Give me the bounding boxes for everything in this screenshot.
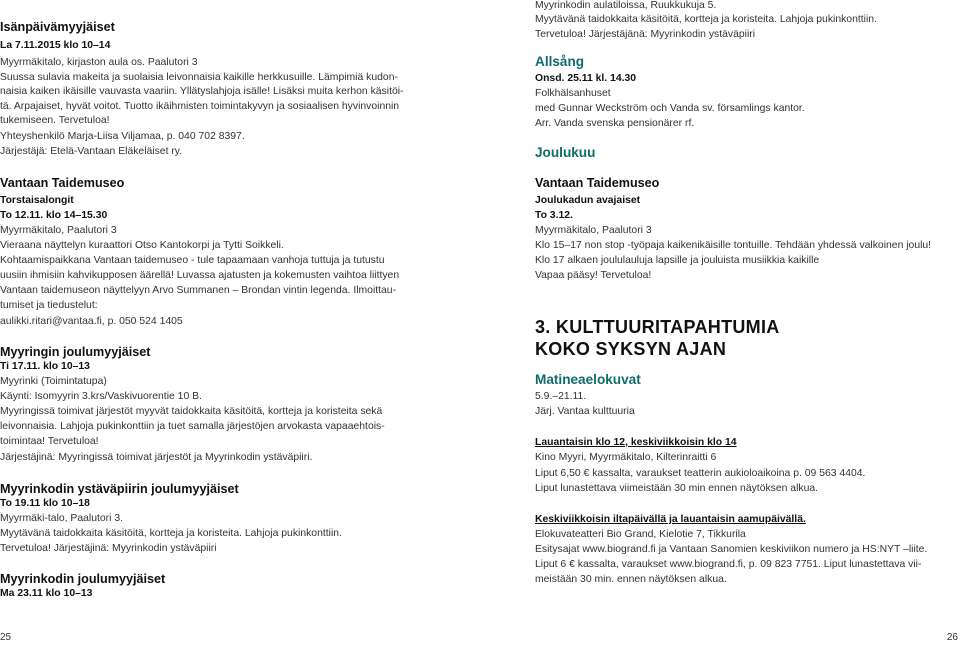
text-line: meistään 30 min. ennen näytöksen alkua. [535,574,727,585]
text-line: Myyrmäkitalo, kirjaston aula os. Paalutori 3 [0,57,198,68]
text-line: Tervetuloa! Järjestäjinä: Myyrinkodin ystäväpiiri [0,543,217,554]
text-line: Ti 17.11. klo 10–13 [0,361,90,372]
text-line: Lauantaisin klo 12, keskiviikkoisin klo 14 [535,437,737,448]
text-line: Myyrinki (Toimintatupa) [0,376,107,387]
text-line: Arr. Vanda svenska pensionärer rf. [535,118,695,129]
text-line: toimintaa! Tervetuloa! [0,436,99,447]
text-line: Liput lunastettava viimeistään 30 min ennen näytöksen alkua. [535,483,819,494]
text-line: Vantaan taidemuseon näyttelyyn Arvo Summanen – Brondan vintin legenda. Ilmoittau- [0,285,397,296]
text-line: Myyrmäki-talo, Paalutori 3. [0,513,123,524]
page-number-right: 26 [946,632,958,643]
section-heading: Vantaan Taidemuseo [0,176,125,190]
text-line: To 19.11 klo 10–18 [0,498,90,509]
text-line: Liput 6,50 € kassalta, varaukset teatterin aukioloaikoina p. 09 563 4404. [535,468,866,479]
text-line: aulikki.ritari@vantaa.fi, p. 050 524 1405 [0,316,183,327]
text-line: leivonnaisia. Lahjoja pukinkonttiin ja tuet samalla järjestöjen arvokasta vapaaehtois- [0,421,385,432]
text-line: Tervetuloa! Järjestäjänä: Myyrinkodin ystäväpiiri [535,29,756,40]
text-line: Folkhälsanhuset [535,88,611,99]
section-heading: Myyringin joulumyyjäiset [0,345,151,359]
text-line: med Gunnar Weckström och Vanda sv. församlings kantor. [535,103,805,114]
text-line: tä. Arpajaiset, hyvät voitot. Tuotto ikäihmisten toimintakyvyn ja sosiaalisen hyvinvoinnin [0,101,400,112]
text-line: To 12.11. klo 14–15.30 [0,210,108,221]
text-line: Ma 23.11 klo 10–13 [0,588,93,599]
section-heading: Myyrinkodin ystäväpiirin joulumyyjäiset [0,482,239,496]
text-line: Käynti: Isomyyrin 3.krs/Vaskivuorentie 10 B. [0,391,202,402]
text-line: Kohtaamispaikkana Vantaan taidemuseo - tule tapaamaan vanhoja tuttuja ja tutustu [0,255,385,266]
text-line: Myytävänä taidokkaita käsitöitä, kortteja ja koristeita. Lahjoja pukinkonttiin. [535,14,877,25]
text-line: Myyrinkodin aulatiloissa, Ruukkukuja 5. [535,0,717,11]
text-line: tukemiseen. Tervetuloa! [0,115,110,126]
text-line: Onsd. 25.11 kl. 14.30 [535,73,637,84]
section-heading: Myyrinkodin joulumyyjäiset [0,572,166,586]
text-line: tumiset ja tiedustelut: [0,300,98,311]
text-line: To 3.12. [535,210,573,221]
text-line: uusiin ihmisiin kahvikupposen äärellä! Luvassa ajatusten ja kokemusten vaihtoa liittyen [0,270,400,281]
text-line: Kino Myyri, Myyrmäkitalo, Kilterinraitti 6 [535,452,717,463]
page-number-left: 25 [0,632,12,643]
section-heading: Matineaelokuvat [535,372,641,387]
text-line: Torstaisalongit [0,195,74,206]
text-line: Myytävänä taidokkaita käsitöitä, kortteja ja koristeita. Lahjoja pukinkonttiin. [0,528,342,539]
text-line: Klo 15–17 non stop -työpaja kaikenikäisille tontuille. Tehdään yhdessä valkoinen joulu! [535,240,932,251]
text-line: Keskiviikkoisin iltapäivällä ja lauantaisin aamupäivällä. [535,514,806,525]
text-line: Järjestäjinä: Myyringissä toimivat järjestöt ja Myyrinkodin ystäväpiiri. [0,452,313,463]
section-heading: Allsång [535,54,585,69]
section-heading: KOKO SYKSYN AJAN [535,339,727,359]
text-line: Liput 6 € kassalta, varaukset www.biogrand.fi, p. 09 823 7751. Liput lunastettava vii- [535,559,922,570]
text-line: Myyrmäkitalo, Paalutori 3 [535,225,652,236]
section-heading: 3. KULTTUURITAPAHTUMIA [535,317,780,337]
text-line: Järjestäjä: Etelä-Vantaan Eläkeläiset ry. [0,146,183,157]
text-line: La 7.11.2015 klo 10–14 [0,40,111,51]
text-line: 5.9.–21.11. [535,391,587,402]
text-line: Järj. Vantaa kulttuuria [535,406,635,417]
section-heading: Isänpäivämyyjäiset [0,20,115,34]
section-heading: Vantaan Taidemuseo [535,176,660,190]
text-line: Myyrmäkitalo, Paalutori 3 [0,225,117,236]
text-line: Esitysajat www.biogrand.fi ja Vantaan Sanomien keskiviikon numero ja HS:NYT –liite. [535,544,928,555]
section-heading: Joulukuu [535,145,596,160]
text-line: Myyringissä toimivat järjestöt myyvät taidokkaita käsitöitä, kortteja ja koristeita sekä [0,406,383,417]
text-line: Vieraana näyttelyn kuraattori Otso Kantokorpi ja Tytti Soikkeli. [0,240,284,251]
text-line: Klo 17 alkaen joululauluja lapsille ja jouluista musiikkia kaikille [535,255,820,266]
text-line: Vapaa pääsy! Tervetuloa! [535,270,652,281]
text-line: Suussa sulavia makeita ja suolaisia leivonnaisia kaikille herkkusuille. Lämpimiä kudon- [0,72,398,83]
text-line: naisia kaiken ikäisille vauvasta vaariin. Yllätyslahjoja isälle! Lisäksi muita kerhon käsitöi- [0,86,404,97]
text-line: Elokuvateatteri Bio Grand, Kielotie 7, Tikkurila [535,529,746,540]
text-line: Joulukadun avajaiset [535,195,641,206]
text-line: Yhteyshenkilö Marja-Liisa Viljamaa, p. 040 702 8397. [0,131,245,142]
